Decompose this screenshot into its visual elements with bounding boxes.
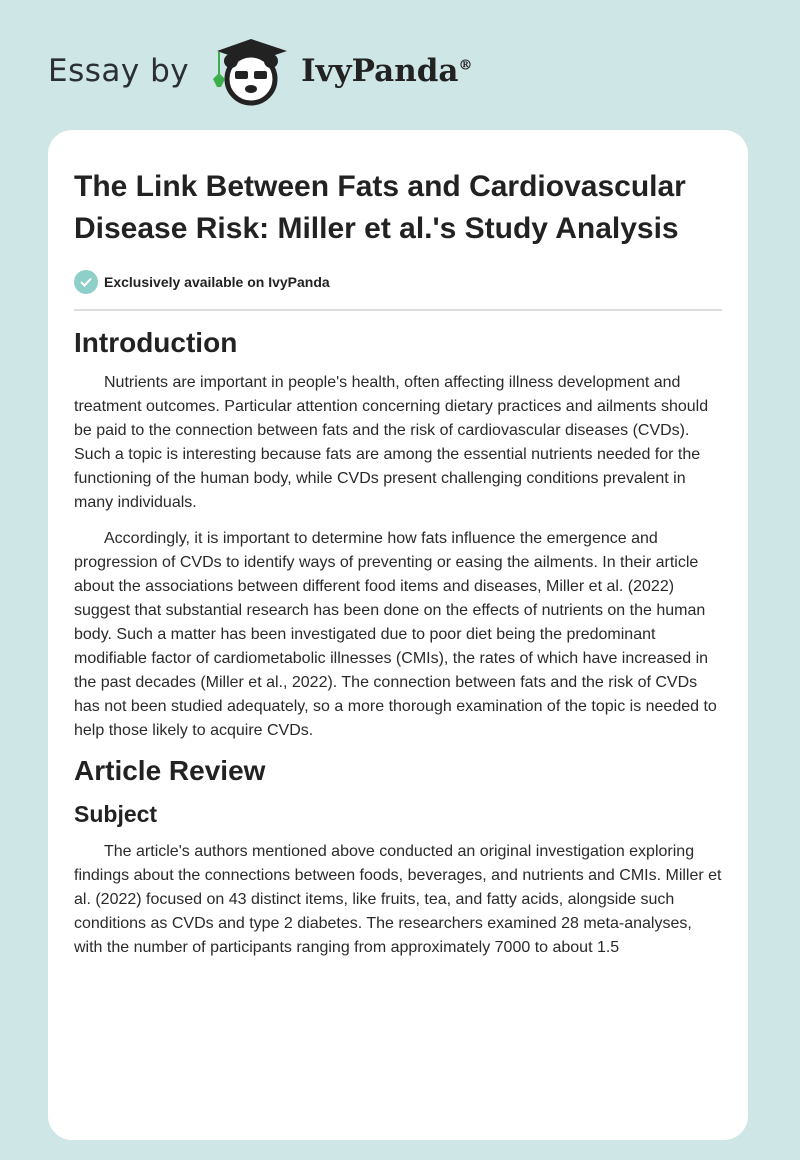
divider: [74, 309, 722, 311]
essay-title: The Link Between Fats and Cardiovascular Disease Risk: Miller et al.'s Study Analysis: [74, 170, 686, 245]
subsection-heading: Subject: [74, 801, 158, 827]
paragraph: The article's authors mentioned above conducted an original investigation exploring findings about the connections between foods, beverages, and nutrients and CMIs. Miller et al. (2022) focused on 43 distinct items, like fruits, tea, and fatty acids, alongside such conditions as CVDs and type 2 diabetes. The researchers examined 28 meta-analyses, with the number of participants ranging from approximately 7000 to about 1.5: [74, 843, 722, 956]
essay-card: [48, 130, 748, 1140]
brand-name: IvyPanda®: [301, 53, 473, 89]
exclusive-badge: [74, 270, 722, 294]
section-heading: Article Review: [74, 755, 266, 786]
section-heading: Introduction: [74, 327, 238, 358]
ivypanda-logo-icon: [207, 35, 293, 107]
paragraph: Nutrients are important in people's health, often affecting illness development and treatment outcomes. Particular attention concerning dietary practices and ailments should be paid to the connection between fats and the risk of cardiovascular diseases (CVDs). Such a topic is interesting because fats are among the essential nutrients needed for the functioning of the human body, while CVDs present challenging conditions prevalent in many individuals.: [74, 374, 709, 511]
site-header: [48, 36, 473, 106]
paragraph: Accordingly, it is important to determine how fats influence the emergence and progression of CVDs to identify ways of preventing or easing the ailments. In their article about the associations between different food items and diseases, Miller et al. (2022) suggest that substantial research has been done on the effects of nutrients on the human body. Such a matter has been investigated due to poor diet being the predominant modifiable factor of cardiometabolic illnesses (CMIs), the rates of which have increased in the past decades (Miller et al., 2022). The connection between fats and the risk of CVDs has not been studied adequately, so a more thorough examination of the topic is needed to help those likely to acquire CVDs.: [74, 530, 717, 739]
badge-text: Exclusively available on IvyPanda: [104, 274, 330, 290]
essay-by-label: Essay by: [48, 53, 190, 89]
check-icon: [74, 270, 98, 294]
